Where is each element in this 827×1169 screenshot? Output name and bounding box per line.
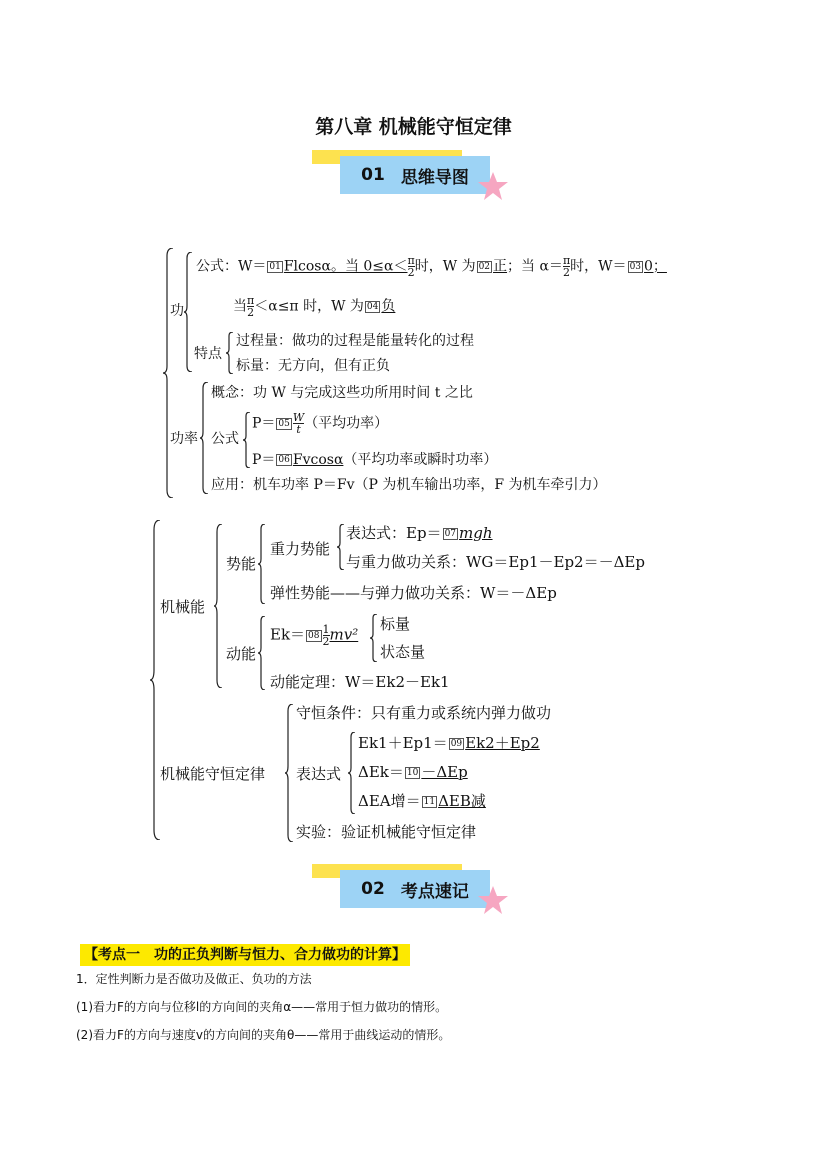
blank-09: 09	[450, 739, 463, 749]
formula-work-2: 当 $\frac{\pi}{2}$ ＜α≤π 时，W 为 04 负	[233, 294, 396, 319]
section-number: 02	[361, 879, 385, 899]
text-tiaojian: 守恒条件：只有重力或系统内弹力做功	[296, 704, 552, 722]
node-shineng: 势能	[226, 555, 257, 573]
brace-zhongli	[337, 524, 345, 570]
formula-cons-1: Ek1＋Ep1＝ 09 Ek2＋Ep2	[358, 734, 540, 752]
brace-ek	[370, 614, 378, 662]
node-zhongli: 重力势能	[270, 540, 331, 558]
text-yingyong: 应用：机车功率 P＝Fv（P 为机车输出功率，F 为机车牵引力）	[211, 477, 607, 493]
outer-brace	[163, 248, 175, 498]
formula-ep: 表达式：Ep＝ 07 mgh	[346, 524, 493, 542]
section-number: 01	[361, 165, 385, 185]
formula-cons-3: ΔEA增＝ 11 ΔEB减	[358, 792, 486, 810]
blank-01: 01	[269, 261, 281, 272]
brace-shouheng	[285, 704, 295, 842]
text-zhuangtai: 状态量	[380, 643, 426, 661]
fraction: $\frac{\pi}{2}$	[407, 254, 415, 279]
node-gong: 功	[170, 303, 184, 319]
brace-dongneng	[258, 616, 266, 690]
node-jixieneng: 机械能	[160, 598, 206, 616]
section-label: 思维导图	[400, 167, 469, 188]
blank-11: 11	[423, 797, 436, 807]
star-icon	[477, 884, 509, 916]
text-guanxi: 与重力做功关系：WG＝Ep1－Ep2＝－ΔEp	[346, 553, 645, 571]
formula-ek: Ek＝ 08 $\frac{1}{2}$ mv²	[270, 623, 359, 648]
blank-06: 06	[278, 455, 290, 465]
banner-blue-box	[340, 870, 490, 908]
text-line-2: (1)看力F的方向与位移l的方向间的夹角α——常用于恒力做功的情形。	[76, 1000, 448, 1014]
banner-blue-box	[340, 156, 490, 194]
node-gonglv: 功率	[170, 431, 198, 447]
blank-07: 07	[444, 529, 457, 539]
section-banner-mindmap	[312, 150, 512, 210]
brace-gong	[184, 252, 194, 372]
formula-cons-2: ΔEk＝ 10 －ΔEp	[358, 763, 468, 781]
brace-gongshi2	[243, 412, 251, 468]
blank-10: 10	[406, 768, 419, 778]
text-line-3: (2)看力F的方向与速度v的方向间的夹角θ——常用于曲线运动的情形。	[76, 1028, 451, 1042]
formula-work: 公式：W＝ 01 Flcosα。当 0≤α＜ $\frac{\pi}{2}$ 时，W 为 02 正；当 α＝ $\frac{\pi}{2}$ 时，W＝ 03 0；	[196, 254, 667, 279]
brace-jixieneng	[214, 524, 224, 688]
blank-08: 08	[308, 630, 320, 641]
formula-power-inst: P＝ 06 Fvcosα（平均功率或瞬时功率）	[252, 452, 498, 468]
kaodian-heading: 【考点一 功的正负判断与恒力、合力做功的计算】	[80, 944, 410, 966]
star-icon	[477, 170, 509, 202]
text-gainian: 概念：功 W 与完成这些功所用时间 t 之比	[211, 385, 473, 401]
brace-tedian	[226, 332, 234, 374]
brace-biaodashi2	[348, 732, 356, 814]
outer-brace-2	[150, 520, 162, 840]
brace-gonglv	[200, 382, 210, 494]
node-tedian: 特点	[194, 346, 222, 362]
node-dongneng: 动能	[226, 645, 257, 663]
blank-02: 02	[478, 261, 491, 272]
brace-shineng	[258, 524, 266, 604]
text-biaoliang2: 标量	[380, 615, 411, 633]
node-shouheng: 机械能守恒定律	[160, 765, 266, 783]
page-title: 第八章 机械能守恒定律	[315, 116, 512, 138]
text-guocheng: 过程量：做功的过程是能量转化的过程	[236, 333, 474, 349]
text-line-1: 1．定性判断力是否做功及做正、负功的方法	[76, 972, 312, 986]
text-shiyan: 实验：验证机械能守恒定律	[296, 823, 477, 841]
blank-04: 04	[366, 301, 379, 312]
text-biaoliang: 标量：无方向，但有正负	[236, 358, 390, 374]
node-biaodashi2: 表达式	[296, 765, 342, 783]
blank-05: 05	[278, 418, 290, 429]
blank-03: 03	[629, 261, 642, 272]
formula-power-avg: P＝ 05 $\frac{W}{t}$ （平均功率）	[252, 411, 389, 436]
section-label: 考点速记	[400, 881, 469, 902]
node-gongshi2: 公式	[211, 431, 239, 447]
text-dingli: 动能定理：W＝Ek2－Ek1	[270, 673, 450, 691]
section-banner-kaodian	[312, 864, 512, 924]
text-tanxing: 弹性势能——与弹力做功关系：W＝－ΔEp	[270, 584, 557, 602]
